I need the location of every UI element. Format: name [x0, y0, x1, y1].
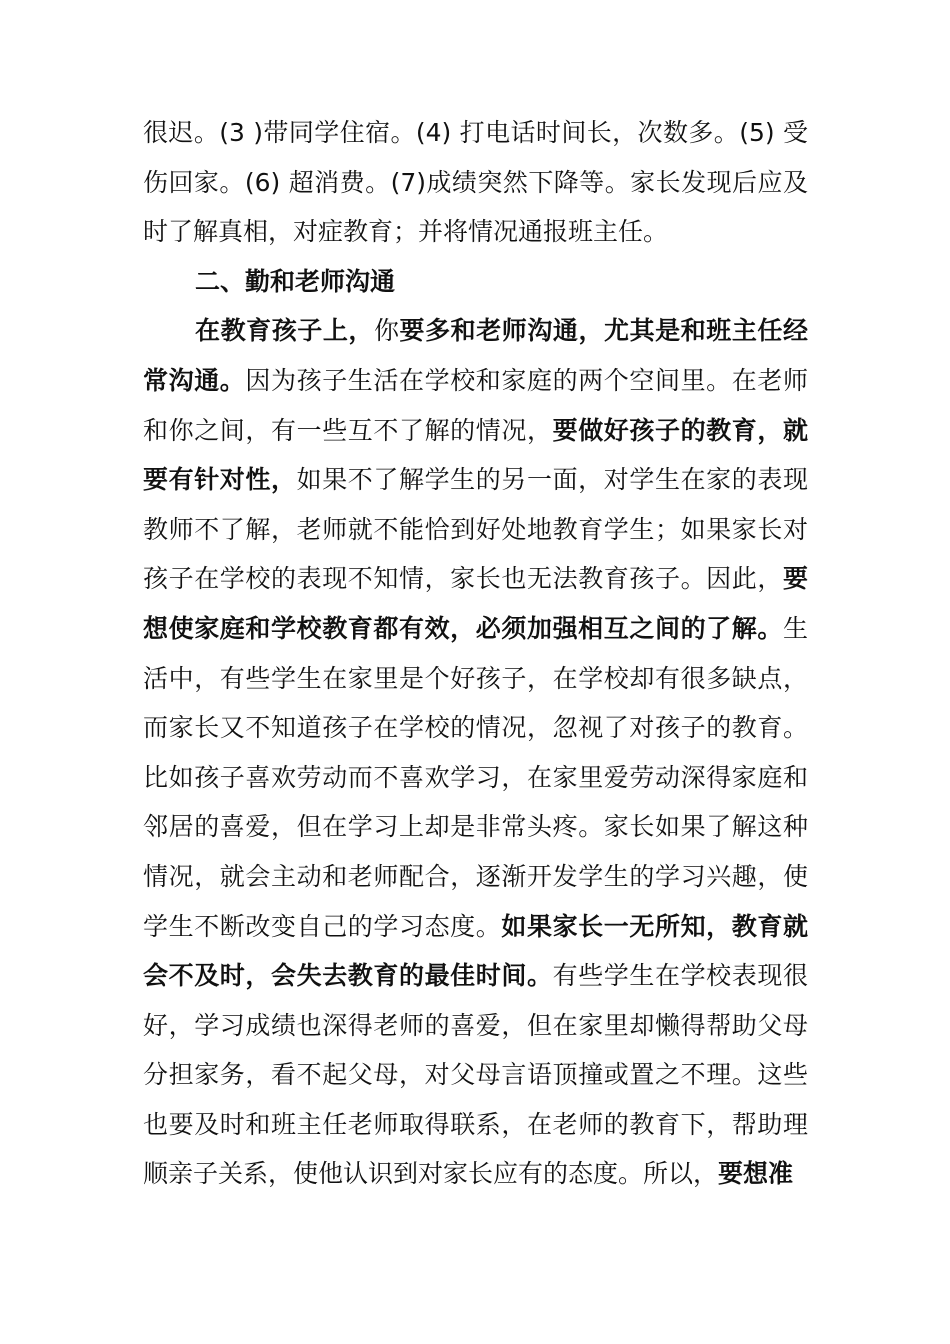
text-run-bold: 要想使家庭和学校教育都有效，必须加强相互之间的了解。 [143, 564, 808, 643]
text-run-bold: 要多和老师沟通，尤其是和班主任经常沟通。 [143, 316, 808, 395]
text-run: 你 [373, 316, 400, 346]
text-run: 生活中，有些学生在家里是个好孩子，在学校却有很多缺点，而家长又不知道孩子在学校的情况，忽视了对孩子的教育。比如孩子喜欢劳动而不喜欢学习，在家里爱劳动深得家庭和邻居的喜爱，但在学习上却是非常头疼。家长如果了解这种情况，就会主动和老师配合，逐渐开发学生的学习兴趣，使学生不断改变自己的学习态度。 [143, 613, 808, 941]
text-run: 如果不了解学生的另一面，对学生在家的表现教师不了解，老师就不能恰到好处地教育学生；如果家长对孩子在学校的表现不知情，家长也无法教育孩子。因此， [143, 465, 808, 594]
text-run-bold: 要想准 [718, 1159, 794, 1189]
text-run-bold: 要做好孩子的教育，就要有针对性， [143, 415, 808, 495]
paragraph-body [143, 306, 808, 1199]
text-run: 有些学生在学校表现很好，学习成绩也深得老师的喜爱，但在家里却懒得帮助父母分担家务，看不起父母，对父母言语顶撞或置之不理。这些也要及时和班主任老师取得联系，在老师的教育下，帮助理顺亲子关系，使他认识到对家长应有的态度。所以， [143, 961, 808, 1189]
text-run: 因为孩子生活在学校和家庭的两个空间里。在老师和你之间，有一些互不了解的情况， [143, 365, 808, 445]
paragraph-continuation: 很迟。(3 )带同学住宿。(4) 打电话时间长，次数多。(5) 受伤回家。(6) 超消费。(7)成绩突然下降等。家长发现后应及时了解真相，对症教育；并将情况通报班主任。 [143, 118, 808, 247]
text-run-bold: 如果家长一无所知，教育就会不及时，会失去教育的最佳时间。 [143, 911, 808, 991]
document-page [143, 108, 808, 1199]
text-run-bold: 在教育孩子上， [195, 316, 374, 346]
section-heading: 二、勤和老师沟通 [195, 266, 396, 296]
